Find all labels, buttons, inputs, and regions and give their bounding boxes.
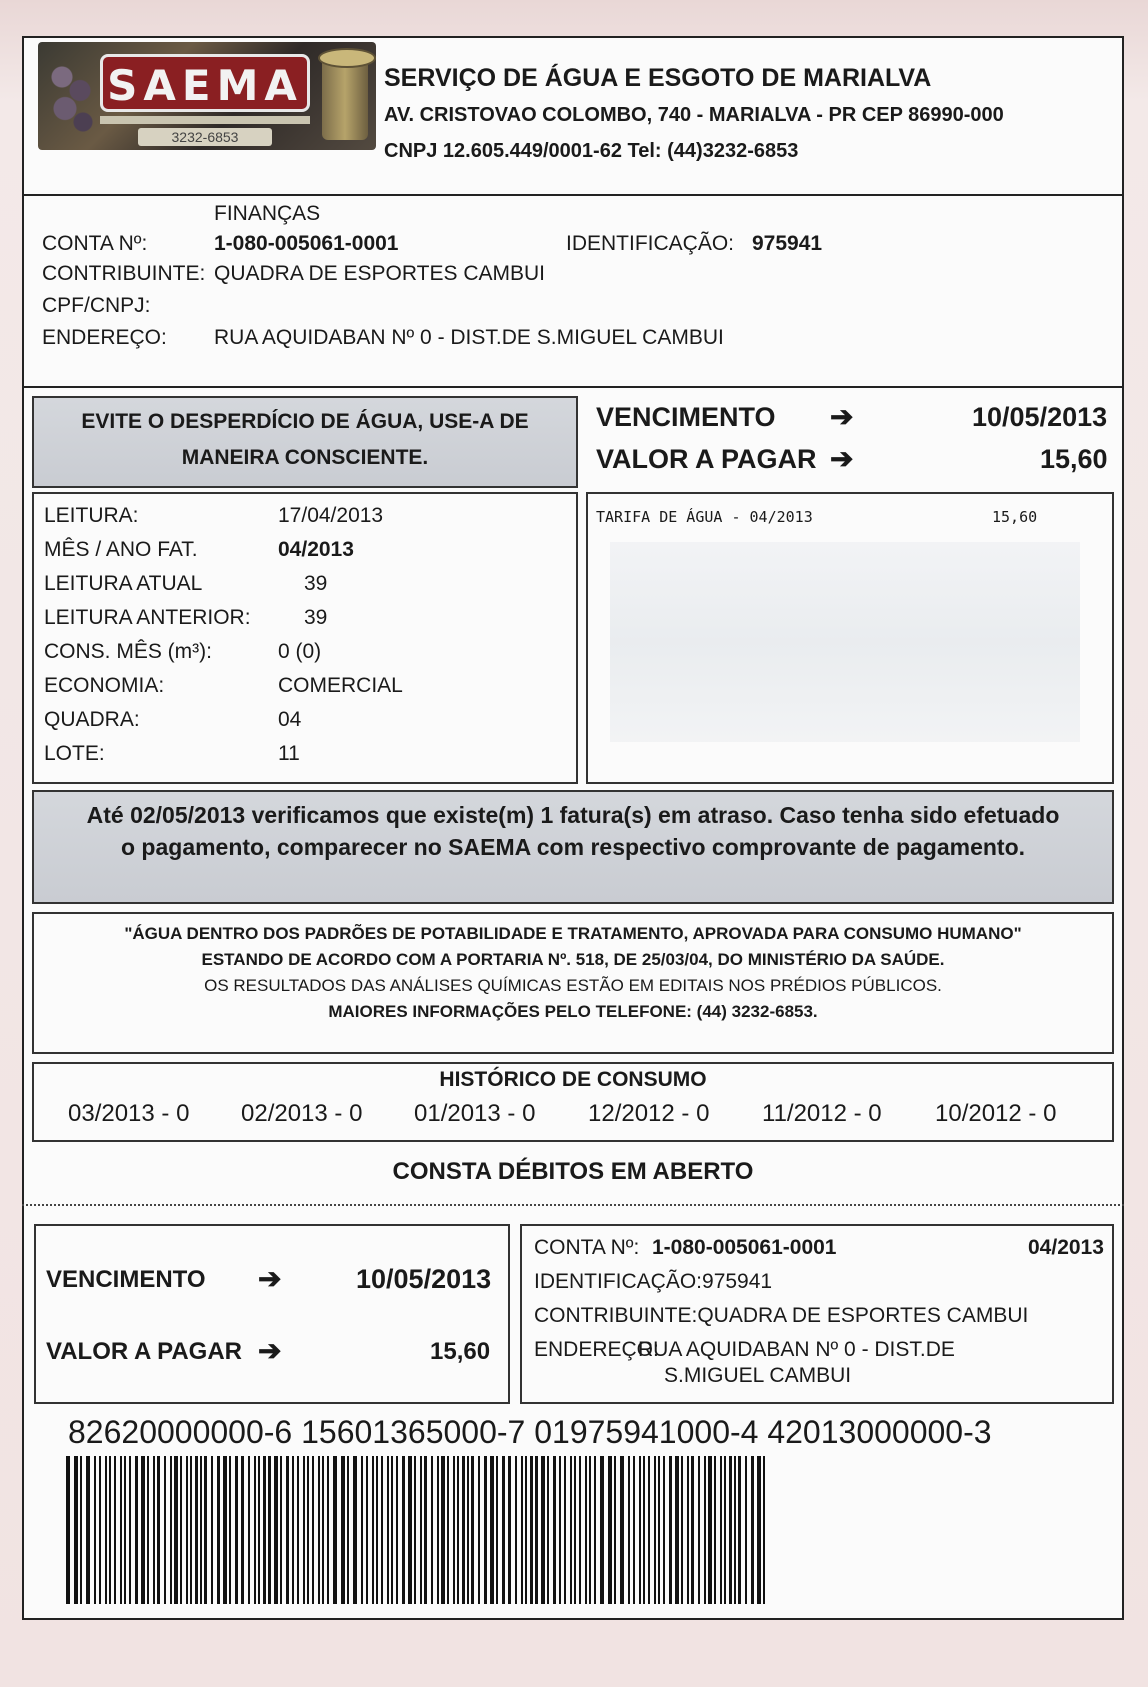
identification-number: 975941 — [752, 232, 823, 255]
history-title: HISTÓRICO DE CONSUMO — [439, 1068, 707, 1091]
history-item: 03/2013 - 0 — [68, 1100, 190, 1127]
company-address: AV. CRISTOVAO COLOMBO, 740 - MARIALVA - PR CEP 86990-000 — [384, 104, 1004, 126]
stub-address-line-1: RUA AQUIDABAN Nº 0 - DIST.DE — [638, 1338, 955, 1361]
previous-reading-label: LEITURA ANTERIOR: — [44, 606, 251, 629]
stub-period: 04/2013 — [1028, 1236, 1104, 1259]
arrow-right-icon: ➔ — [830, 443, 854, 474]
stub-identification: IDENTIFICAÇÃO:975941 — [534, 1270, 773, 1293]
conservation-notice — [32, 396, 578, 488]
water-quality-notice — [32, 912, 1114, 1054]
quality-line-1: "ÁGUA DENTRO DOS PADRÕES DE POTABILIDADE E TRATAMENTO, APROVADA PARA CONSUMO HUMANO" — [124, 924, 1022, 943]
cpf-label: CPF/CNPJ: — [42, 294, 151, 317]
stub-account-label: CONTA Nº: — [534, 1236, 640, 1259]
address-label: ENDEREÇO: — [42, 326, 167, 349]
arrow-right-icon: ➔ — [258, 1335, 282, 1366]
billing-month-label: MÊS / ANO FAT. — [44, 538, 198, 561]
history-item: 11/2012 - 0 — [762, 1100, 882, 1127]
overdue-line-2: o pagamento, comparecer no SAEMA com respectivo comprovante de pagamento. — [120, 834, 1026, 860]
saema-logo — [38, 42, 376, 150]
stub-due-date: 10/05/2013 — [356, 1264, 492, 1294]
overdue-line-1: Até 02/05/2013 verificamos que existe(m) 1 fatura(s) em atraso. Caso tenha sido efetuado — [86, 802, 1060, 828]
charges-box — [586, 492, 1114, 784]
charge-item-value: 15,60 — [992, 508, 1038, 526]
consumption-value: 0 (0) — [278, 640, 322, 663]
header-divider — [22, 194, 1124, 196]
lot-value: 11 — [278, 742, 300, 765]
economy-value: COMERCIAL — [278, 674, 403, 697]
stub-amount-value: 15,60 — [430, 1338, 491, 1365]
stub-due-label: VENCIMENTO — [46, 1266, 206, 1293]
amount-value: 15,60 — [1040, 444, 1108, 474]
quality-line-2: ESTANDO DE ACORDO COM A PORTARIA Nº. 518, DE 25/03/04, DO MINISTÉRIO DA SAÚDE. — [201, 950, 945, 969]
identification-label: IDENTIFICAÇÃO: — [566, 232, 735, 255]
quality-line-3: OS RESULTADOS DAS ANÁLISES QUÍMICAS ESTÃO EM EDITAIS NOS PRÉDIOS PÚBLICOS. — [204, 976, 942, 995]
stub-address-label: ENDEREÇO: — [534, 1338, 659, 1361]
due-label: VENCIMENTO — [596, 402, 776, 432]
stub-address-line-2: S.MIGUEL CAMBUI — [664, 1364, 852, 1387]
lot-label: LOTE: — [44, 742, 105, 765]
arrow-right-icon: ➔ — [258, 1263, 282, 1294]
current-reading-label: LEITURA ATUAL — [44, 572, 203, 595]
taxpayer-label: CONTRIBUINTE: — [42, 262, 206, 285]
reading-label: LEITURA: — [44, 504, 139, 527]
account-label: CONTA Nº: — [42, 232, 148, 255]
taxpayer-name: QUADRA DE ESPORTES CAMBUI — [214, 262, 546, 285]
watermark — [610, 542, 1080, 742]
grapes-graphic — [44, 50, 104, 140]
department-label: FINANÇAS — [214, 202, 321, 225]
overdue-notice — [32, 790, 1114, 904]
barcode — [66, 1456, 772, 1604]
notice-line-2: MANEIRA CONSCIENTE. — [181, 446, 429, 469]
logo-wordmark: SAEMA — [100, 54, 310, 112]
history-item: 01/2013 - 0 — [414, 1100, 536, 1127]
barcode-digits: 82620000000-6 15601365000-7 01975941000-4 42013000000-3 — [68, 1414, 992, 1450]
address-value: RUA AQUIDABAN Nº 0 - DIST.DE S.MIGUEL CAMBUI — [214, 326, 724, 349]
consumption-label: CONS. MÊS (m³): — [44, 640, 212, 663]
amount-label: VALOR A PAGAR — [596, 444, 817, 474]
history-item: 12/2012 - 0 — [588, 1100, 710, 1127]
stub-taxpayer: CONTRIBUINTE:QUADRA DE ESPORTES CAMBUI — [534, 1304, 1029, 1327]
tear-line — [22, 1204, 1124, 1206]
account-number: 1-080-005061-0001 — [214, 232, 399, 255]
stub-account-number: 1-080-005061-0001 — [652, 1236, 837, 1259]
reading-box — [32, 492, 578, 784]
current-reading-value: 39 — [304, 572, 328, 595]
history-item: 02/2013 - 0 — [241, 1100, 363, 1127]
arrow-right-icon: ➔ — [830, 401, 854, 432]
previous-reading-value: 39 — [304, 606, 328, 629]
valve-graphic — [322, 56, 368, 140]
stub-payment-box — [34, 1224, 510, 1404]
logo-phone: 3232-6853 — [138, 128, 272, 146]
stub-amount-label: VALOR A PAGAR — [46, 1338, 242, 1365]
due-date: 10/05/2013 — [972, 402, 1108, 432]
block-value: 04 — [278, 708, 302, 731]
charge-item-label: TARIFA DE ÁGUA - 04/2013 — [596, 508, 813, 526]
client-divider — [22, 386, 1124, 388]
block-label: QUADRA: — [44, 708, 140, 731]
company-name: SERVIÇO DE ÁGUA E ESGOTO DE MARIALVA — [384, 64, 932, 92]
billing-month-value: 04/2013 — [278, 538, 354, 561]
open-debts-notice: CONSTA DÉBITOS EM ABERTO — [392, 1158, 754, 1185]
quality-line-4: MAIORES INFORMAÇÕES PELO TELEFONE: (44) 3232-6853. — [328, 1002, 818, 1021]
economy-label: ECONOMIA: — [44, 674, 165, 697]
company-cnpj-phone: CNPJ 12.605.449/0001-62 Tel: (44)3232-6853 — [384, 140, 799, 162]
reading-date: 17/04/2013 — [278, 504, 384, 527]
notice-line-1: EVITE O DESPERDÍCIO DE ÁGUA, USE-A DE — [81, 410, 529, 433]
history-item: 10/2012 - 0 — [935, 1100, 1057, 1127]
